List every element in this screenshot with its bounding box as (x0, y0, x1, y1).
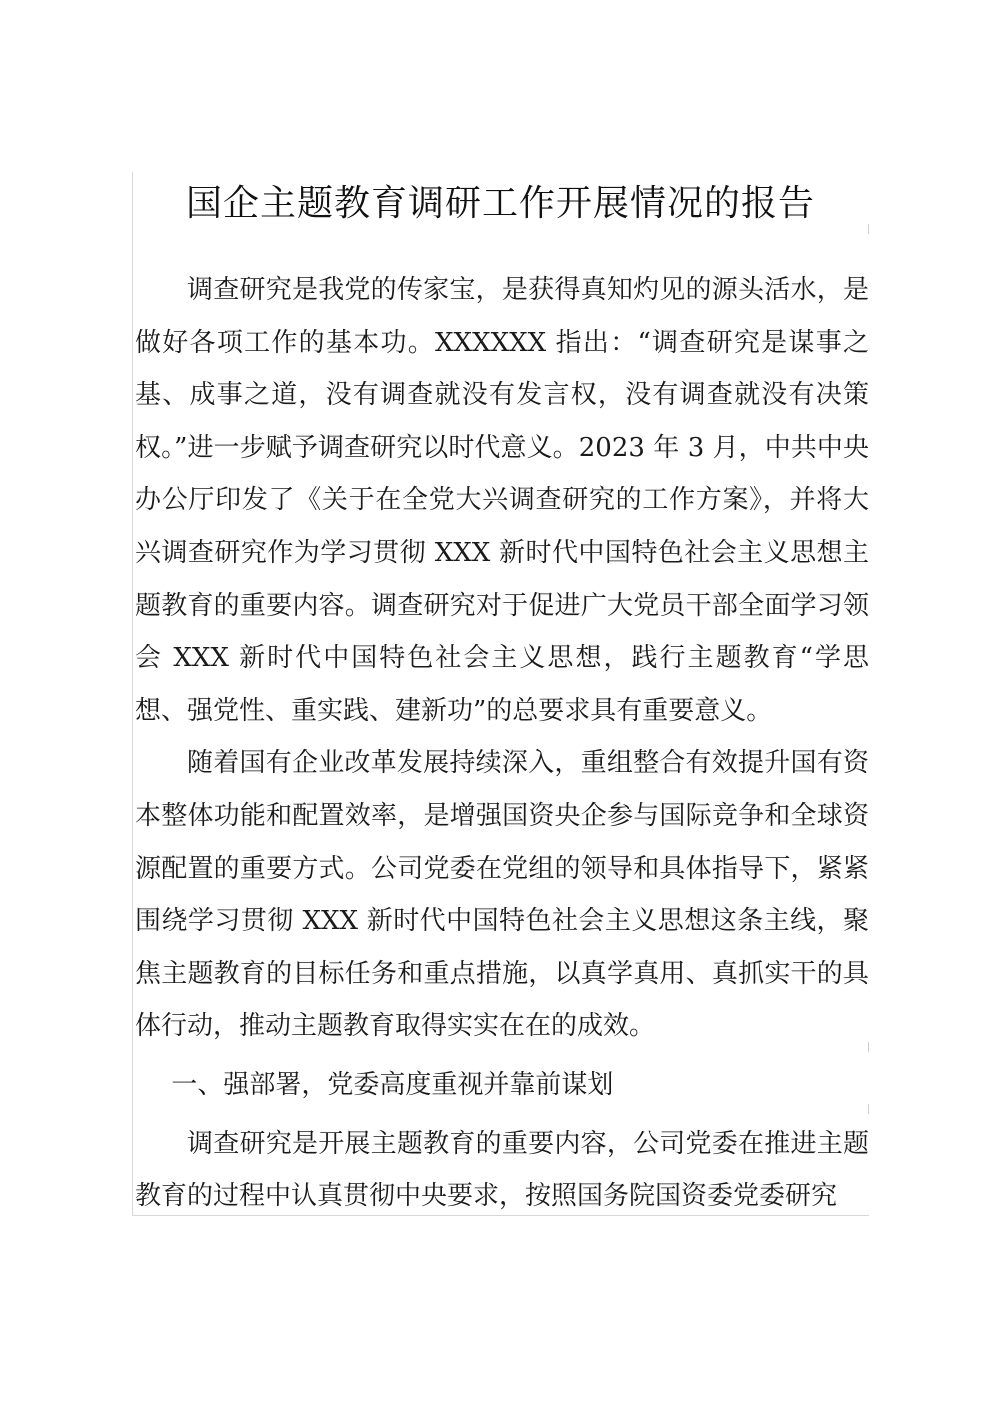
body-paragraph: 随着国有企业改革发展持续深入，重组整合有效提升国有资本整体功能和配置效率，是增强国资央企参与国际竞争和全球资源配置的重要方式。公司党委在党组的领导和具体指导下，紧紧围绕学习贯彻 XXX 新时代中国特色社会主义思想这条主线，聚焦主题教育的目标任务和重点措施，以真学真用、真抓实干的具体行动，推动主题教育取得实实在在的成效。 (135, 748, 869, 1042)
page-left-border (132, 172, 133, 1216)
document-body (135, 264, 869, 1223)
document-title: 国企主题教育调研工作开展情况的报告 (185, 183, 815, 224)
section-heading: 一、强部署，党委高度重视并靠前谋划 (171, 1069, 614, 1100)
body-paragraph: 调查研究是开展主题教育的重要内容，公司党委在推进主题教育的过程中认真贯彻中央要求，按照国务院国资委党委研究 (135, 1128, 869, 1212)
body-paragraph: 调查研究是我党的传家宝，是获得真知灼见的源头活水，是做好各项工作的基本功。XXXXXX 指出：“调查研究是谋事之基、成事之道，没有调查就没有发言权，没有调查就没有决策权。”进一步赋予调查研究以时代意义。2023 年 3 月，中共中央办公厅印发了《关于在全党大兴调查研究的工作方案》，并将大兴调查研究作为学习贯彻 XXX 新时代中国特色社会主义思想主题教育的重要内容。调查研究对于促进广大党员干部全面学习领会 XXX 新时代中国特色社会主义思想，践行主题教育“学思想、强党性、重实践、建新功”的总要求具有重要意义。 (135, 275, 869, 726)
